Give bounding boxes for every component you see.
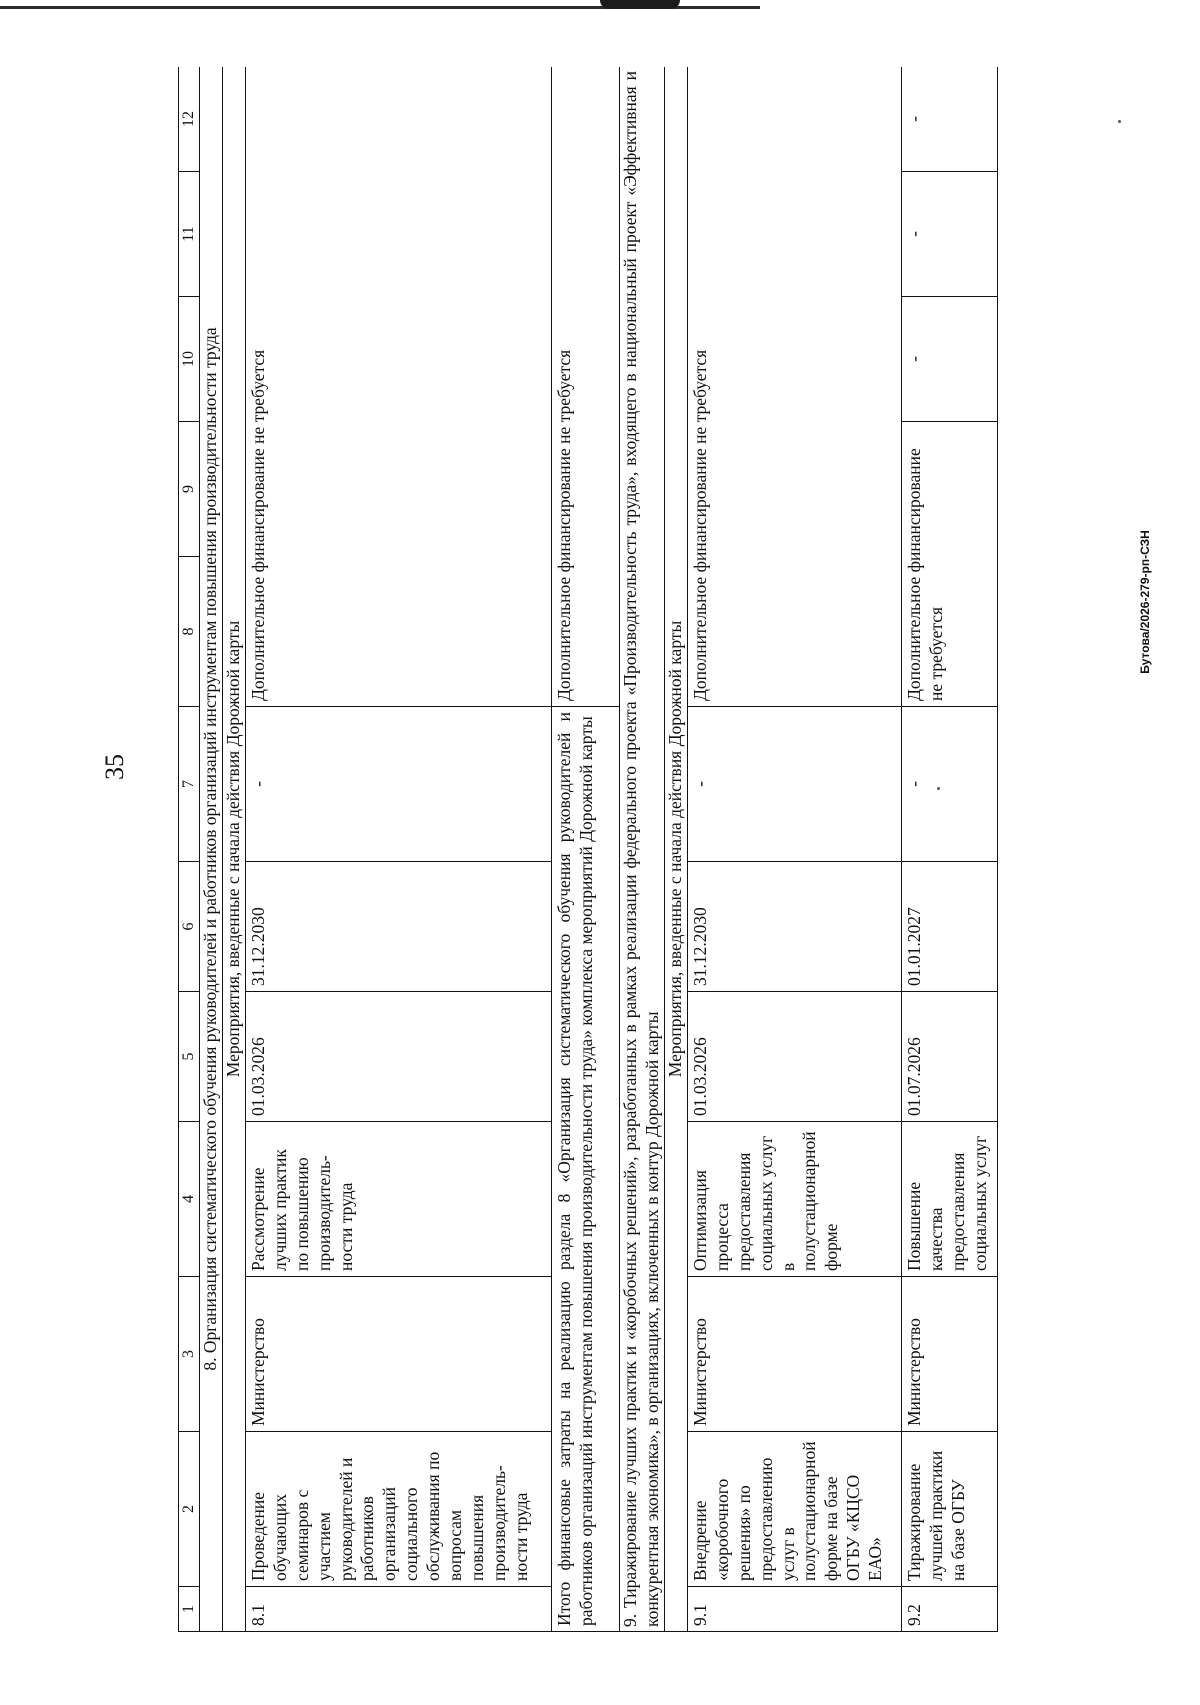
row-number: 9.2 [902,1587,998,1632]
scan-edge-mark [600,0,680,9]
end-date: 31.12.2030 [246,862,552,992]
section-8-total-row [552,67,620,1632]
col-number: 8 [179,557,200,707]
col11-value: - [902,172,998,297]
column-number-row [179,67,200,1632]
section-8-subheader: Мероприятия, введенные с начала действия Дорожной карты [223,67,246,1632]
col-number: 9 [179,422,200,557]
rotated-page-area [178,67,1078,1632]
start-date: 01.03.2026 [246,992,552,1122]
col12-value: - [902,67,998,172]
table-row-8-1 [246,67,552,1632]
end-date: 01.01.2027 [902,862,998,992]
start-date: 01.07.2026 [902,992,998,1122]
col-number: 4 [179,1122,200,1277]
table-row-9-2 [902,67,998,1632]
document-code: Бутова/2026-279-рп-СЗН [1138,530,1152,674]
section-9-subheader-row [665,67,688,1632]
col-number: 1 [179,1587,200,1632]
document-code-area [1130,230,1160,990]
col-number: 5 [179,992,200,1122]
col-number: 2 [179,1432,200,1587]
executor: Министерство [688,1277,902,1432]
row-number: 9.1 [688,1587,902,1632]
col10-value: - [902,297,998,422]
col-number: 7 [179,707,200,862]
scan-top-edge [0,0,1200,14]
col-number: 12 [179,67,200,172]
measure-name: Внедрение «коробочного решения» по предоставлению услуг в полустационарной форме на базе ОГБУ «КЦСО ЕАО» [688,1432,902,1587]
col-number: 3 [179,1277,200,1432]
col-number: 11 [179,172,200,297]
section-8-title: 8. Организация систематического обучения руководителей и работников организаций инструментам повышения производительности труда [200,67,223,1632]
col-number: 6 [179,862,200,992]
section-9-subheader: Мероприятия, введенные с начала действия Дорожной карты [665,67,688,1632]
expected-result: Оптимизация процесса предоставления социальных услуг в полустационарной форме [688,1122,902,1277]
row-number: 8.1 [246,1587,552,1632]
scan-dot [1118,120,1121,123]
financing-note: Дополнительное финансирование не требуется [688,67,902,707]
section-8-title-row [200,67,223,1632]
section-8-total-financing: Дополнительное финансирование не требуется [552,67,620,707]
col7-value: - [902,707,998,862]
section-8-total-label: Итого финансовые затраты на реализацию раздела 8 «Организация систематического обучения руководителей и работников организаций инструментам повышения производительности труда» комплекса мероприятий Дорожной карты [552,707,620,1632]
expected-result: Повышение качества предоставления социальных услуг [902,1122,998,1277]
rotated-table-container [178,67,1078,1632]
col-number: 10 [179,297,200,422]
section-8-subheader-row [223,67,246,1632]
section-9-title-row [620,67,665,1632]
start-date: 01.03.2026 [688,992,902,1122]
end-date: 31.12.2030 [688,862,902,992]
financing-note: Дополнительное финансирование не требуется [902,422,998,707]
measure-name: Проведение обучающих семинаров с участием руководителей и работников организаций социального обслуживания по вопросам повышения производитель-ности труда [246,1432,552,1587]
executor: Министерство [902,1277,998,1432]
expected-result: Рассмотрение лучших практик по повышению производитель-ности труда [246,1122,552,1277]
section-9-title: 9. Тиражирование лучших практик и «коробочных решений», разработанных в рамках реализации федерального проекта «Производительность труда», входящего в национальный проект «Эффективная и конкурентная экономика», в организациях, включенных в контур Дорожной карты [620,67,665,1632]
col7-value: - [688,707,902,862]
col7-value: - [246,707,552,862]
financing-note: Дополнительное финансирование не требуется [246,67,552,707]
page-number: 35 [100,754,129,780]
table-row-9-1 [688,67,902,1632]
roadmap-table [178,67,998,1632]
executor: Министерство [246,1277,552,1432]
measure-name: Тиражирование лучшей практики на базе ОГБУ [902,1432,998,1587]
